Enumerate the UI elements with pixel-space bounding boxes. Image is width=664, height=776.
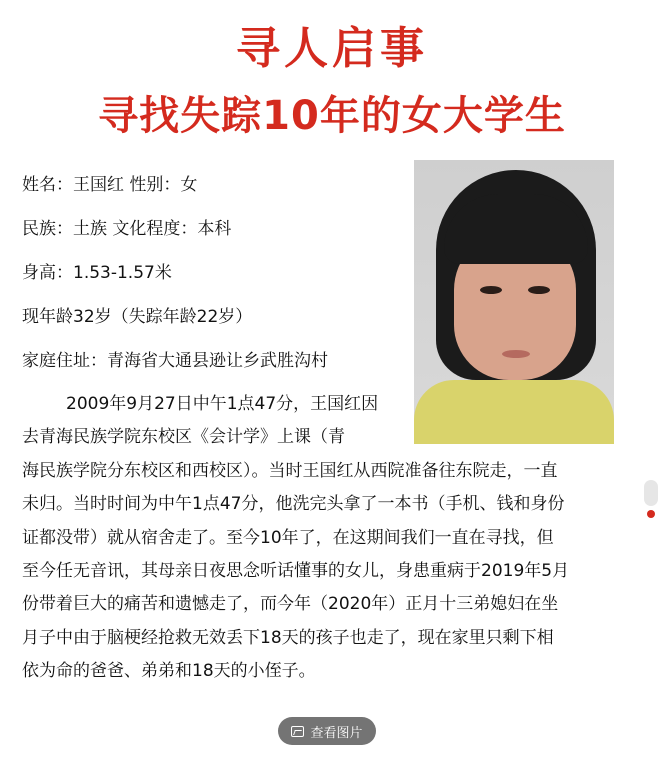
story-line: 至今任无音讯，其母亲日夜思念听话懂事的女儿，身患重病于2019年5月 <box>22 561 570 582</box>
story-line: 海民族学院分东校区和西校区）。当时王国红从西院准备往东院走，一直 <box>22 460 558 481</box>
side-scroll-handle[interactable] <box>644 480 658 506</box>
story-line: 证都没带）就从宿舍走了。至今10年了，在这期间我们一直在寻找，但 <box>22 527 554 548</box>
age-line: 现年龄32岁（失踪年龄22岁） <box>22 307 253 327</box>
notification-dot <box>647 510 655 518</box>
image-icon <box>291 726 304 737</box>
poster-subtitle: 寻找失踪10年的女大学生 <box>98 93 566 139</box>
poster-title: 寻人启事 <box>236 23 428 74</box>
story-line: 去青海民族学院东校区《会计学》上课（青 <box>22 427 345 448</box>
story-line: 份带着巨大的痛苦和遗憾走了，而今年（2020年）正月十三弟媳妇在坐 <box>22 594 559 615</box>
story-line: 2009年9月27日中午1点47分，王国红因 <box>66 394 379 414</box>
height-line: 身高：1.53-1.57米 <box>22 263 172 283</box>
view-image-button[interactable] <box>278 717 376 745</box>
view-image-label: 查看图片 <box>310 725 363 741</box>
story-paragraph <box>22 388 606 689</box>
story-line: 月子中由于脑梗经抢救无效丢下18天的孩子也走了，现在家里只剩下相 <box>22 627 554 648</box>
story-line: 未归。当时时间为中午1点47分，他洗完头拿了一本书（手机、钱和身份 <box>22 494 565 515</box>
story-line: 依为命的爸爸、弟弟和18天的小侄子。 <box>22 661 316 682</box>
address-line: 家庭住址：青海省大通县逊让乡武胜沟村 <box>22 351 328 371</box>
name-gender-line: 姓名：王国红 性别：女 <box>22 175 198 195</box>
ethnicity-education-line: 民族：土族 文化程度：本科 <box>22 219 232 239</box>
